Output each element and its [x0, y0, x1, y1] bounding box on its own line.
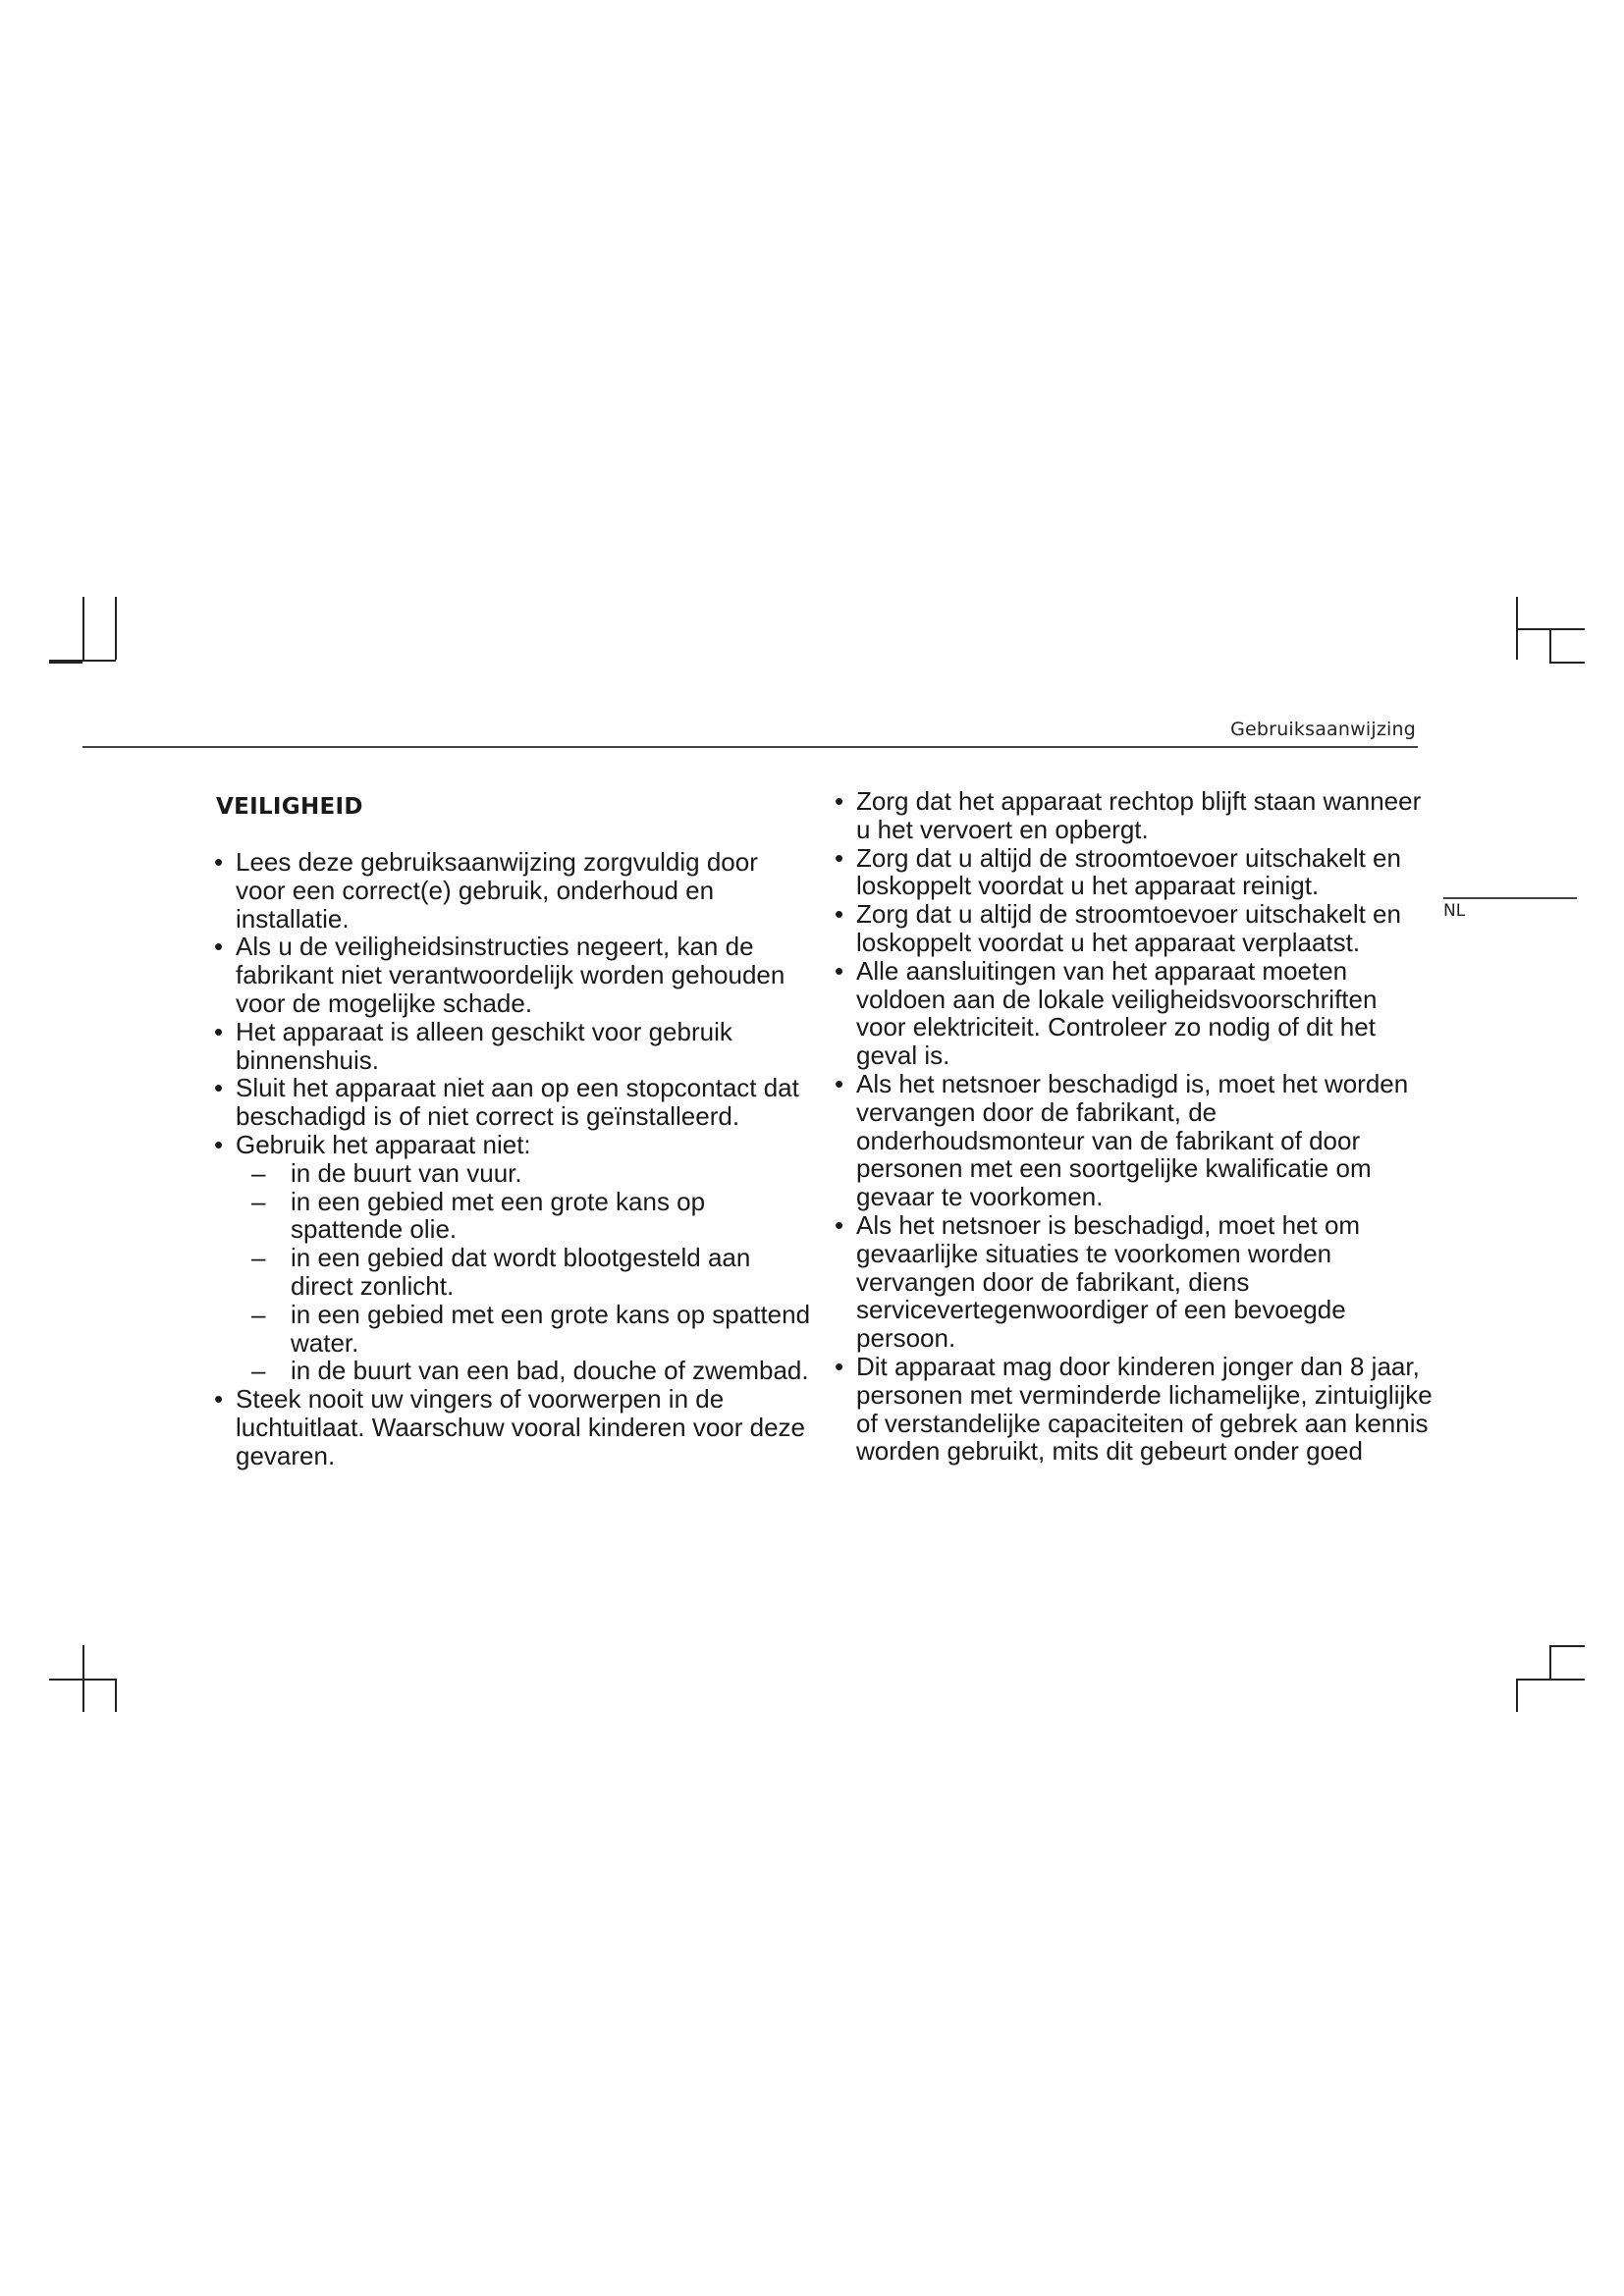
list-item: • Steek nooit uw vingers of voorwerpen in de luchtuitlaat. Waarschuw vooral kinderen voor deze gevaren. [214, 1385, 813, 1469]
list-item: • Zorg dat u altijd de stroomtoevoer uitschakelt en loskoppelt voordat u het apparaat reinigt. [835, 844, 1434, 901]
right-bullet-list [835, 787, 1434, 1466]
right-column [835, 787, 1434, 1466]
list-item: • Sluit het apparaat niet aan op een stopcontact dat beschadigd is of niet correct is geïnstalleerd. [214, 1074, 813, 1131]
list-item: • Als het netsnoer is beschadigd, moet het om gevaarlijke situaties te voorkomen worden vervangen door de fabrikant, diens servicevertegenwoordiger of een bevoegde persoon. [835, 1211, 1434, 1353]
list-item: • Gebruik het apparaat niet: – in de buurt van vuur. – in een gebied met een grote kans op spattende olie. – in een gebied dat wordt blootgesteld aan direct zonlicht. – in een gebied met een grote kans op spattend water. – in de buurt van een bad, douche of zwembad. [214, 1131, 813, 1385]
list-item: • Als u de veiligheidsinstructies negeert, kan de fabrikant niet verantwoordelijk worden gehouden voor de mogelijke schade. [214, 933, 813, 1017]
sub-list-item: – in een gebied met een grote kans op spattend water. [251, 1299, 811, 1358]
list-item: • Lees deze gebruiksaanwijzing zorgvuldig door voor een correct(e) gebruik, onderhoud en installatie. [214, 848, 813, 933]
language-tab: NL [1443, 901, 1466, 921]
list-item: • Zorg dat u altijd de stroomtoevoer uitschakelt en loskoppelt voordat u het apparaat verplaatst. [835, 900, 1434, 957]
list-item: • Het apparaat is alleen geschikt voor gebruik binnenshuis. [214, 1018, 813, 1075]
section-title: VEILIGHEID [216, 794, 363, 820]
left-bullet-list [214, 848, 813, 1470]
language-tab-divider [1443, 897, 1577, 899]
header-title: Gebruiksaanwijzing [1230, 719, 1416, 740]
sub-list [236, 1159, 813, 1385]
sub-list-item: – in een gebied dat wordt blootgesteld aan direct zonlicht. [251, 1243, 751, 1301]
list-item: • Zorg dat het apparaat rechtop blijft staan wanneer u het vervoert en opbergt. [835, 787, 1434, 844]
list-item: • Als het netsnoer beschadigd is, moet het worden vervangen door de fabrikant, de onderhoudsmonteur van de fabrikant of door personen met een soortgelijke kwalificatie om gevaar te voorkomen. [835, 1070, 1434, 1211]
sub-list-item: – in de buurt van vuur. [251, 1157, 522, 1188]
left-column [214, 787, 813, 1470]
sub-list-item: – in de buurt van een bad, douche of zwembad. [251, 1356, 809, 1386]
header-divider [82, 746, 1418, 748]
sub-list-item: – in een gebied met een grote kans op spattende olie. [251, 1186, 706, 1245]
list-item: • Alle aansluitingen van het apparaat moeten voldoen aan de lokale veiligheidsvoorschriften voor elektriciteit. Controleer zo nodig of dit het geval is. [835, 957, 1434, 1070]
list-item: • Dit apparaat mag door kinderen jonger dan 8 jaar, personen met verminderde lichamelijke, zintuiglijke of verstandelijke capaciteiten of gebrek aan kennis worden gebruikt, mits dit gebeurt onder goed [835, 1353, 1434, 1466]
